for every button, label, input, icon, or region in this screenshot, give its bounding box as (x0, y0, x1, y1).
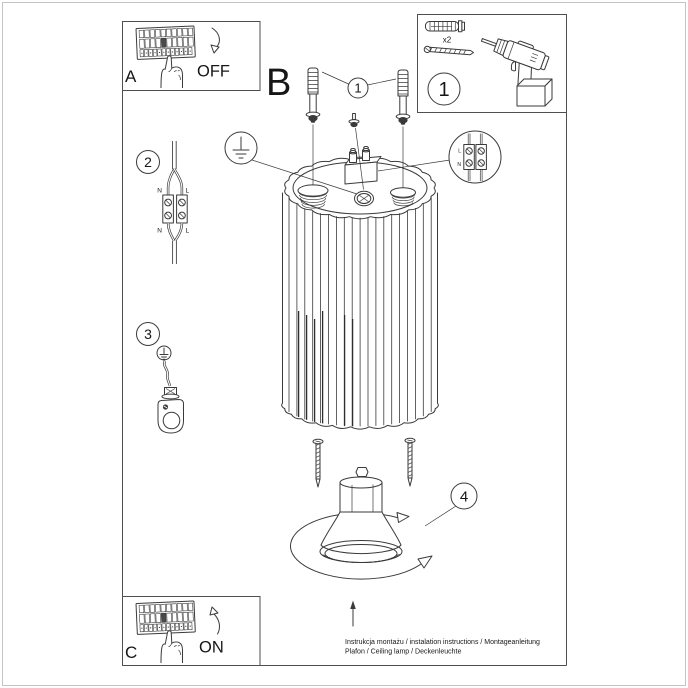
gu10-bulb (320, 468, 402, 563)
ground-lug-bracket (158, 400, 184, 434)
wall-plug-icon (426, 21, 465, 32)
earth-symbol-icon (157, 346, 171, 360)
wire-label-n-bottom: N (157, 227, 162, 235)
breaker-panel-icon (136, 26, 195, 60)
footer (345, 639, 540, 656)
detail-label-bottom: N (457, 162, 461, 168)
arrow-up-icon (210, 607, 220, 634)
callout-1-number: 1 (438, 79, 450, 101)
callout-3-number: 3 (144, 326, 152, 342)
panel-a-state: OFF (197, 62, 230, 81)
wire-label-n-top: N (157, 187, 162, 195)
pointing-hand-icon (161, 631, 183, 663)
callout-2-number: 2 (144, 154, 152, 170)
panel-c-state: ON (199, 638, 224, 657)
step-2-wiring (137, 141, 190, 264)
panel-c-switch-on (123, 597, 261, 666)
wire-label-l-top: L (185, 187, 190, 195)
terminal-block-icon (345, 147, 381, 185)
quantity-label: x2 (442, 35, 452, 45)
wire-label-l-bottom: L (185, 227, 190, 235)
pointing-hand-icon (161, 56, 183, 88)
rotation-arrowhead-top (397, 513, 409, 523)
panel-a-switch-off (123, 22, 261, 91)
footer-line2: Plafon / Ceiling lamp / Deckenleuchte (345, 648, 462, 656)
breaker-panel-icon (136, 601, 195, 635)
flute-lines (289, 197, 431, 427)
parts-panel (418, 15, 567, 113)
rotation-arrowhead-bottom (418, 556, 432, 568)
hanging-screw-left (306, 68, 320, 123)
insert-arrow-up-icon (350, 601, 356, 627)
mounting-screw-right (405, 438, 415, 486)
step-4-bulb (290, 438, 477, 626)
footer-line1: Instrukcja montażu / instalation instructions / Montageanleitung (345, 639, 540, 646)
battery-pack (517, 79, 552, 106)
callout-4-number: 4 (459, 488, 469, 506)
arrow-down-icon (211, 28, 219, 53)
hanging-screw-right (396, 70, 410, 125)
screw-icon (424, 46, 473, 54)
section-b-label: B (266, 62, 292, 104)
panel-a-label: A (125, 67, 137, 86)
callout-1-screws-number: 1 (354, 80, 362, 96)
mounting-screw-left (313, 439, 323, 487)
lamp-body (282, 147, 439, 430)
drill-icon (470, 29, 552, 106)
ground-screw (355, 191, 374, 205)
ground-terminal-screw (162, 388, 179, 399)
panel-c-label: C (125, 643, 138, 662)
step-3-grounding (137, 323, 184, 434)
detail-label-top: L (458, 148, 461, 155)
